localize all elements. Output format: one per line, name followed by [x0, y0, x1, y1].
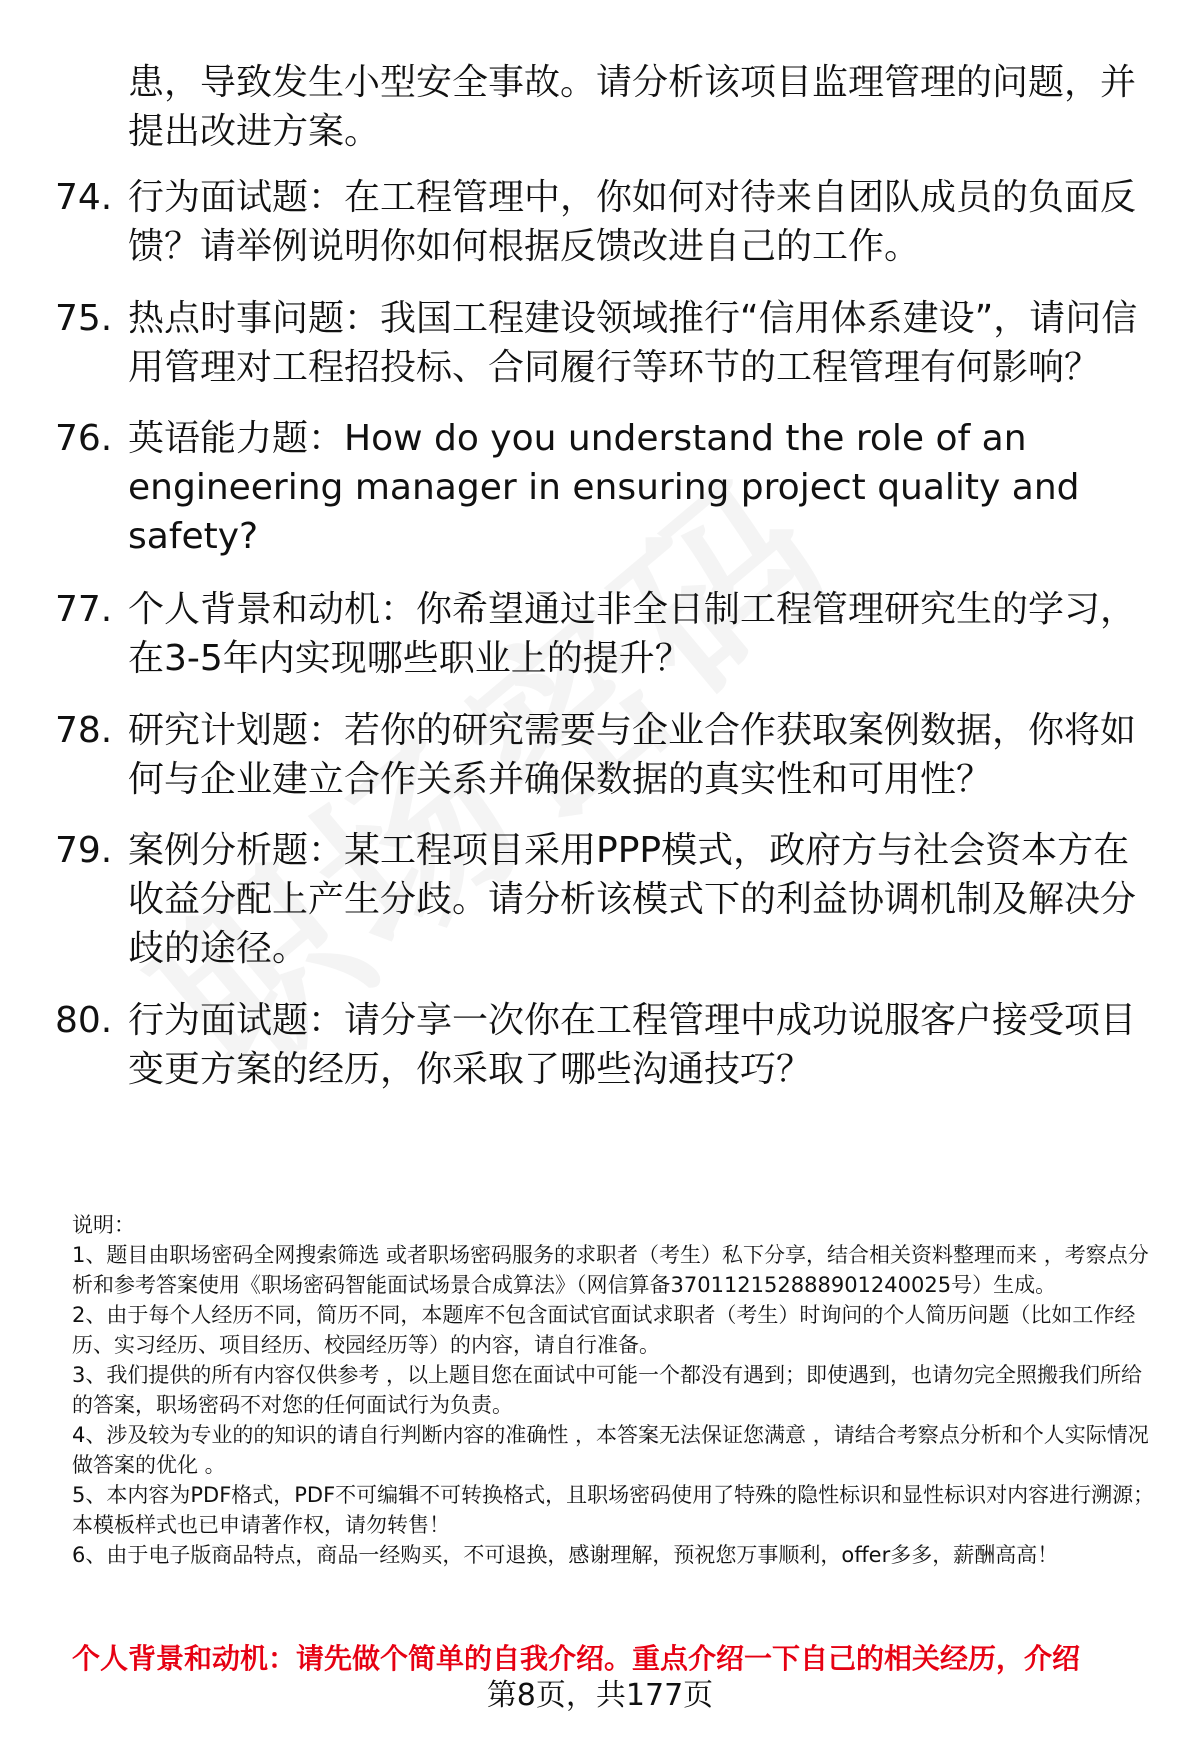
question-text: 案例分析题：某工程项目采用PPP模式，政府方与社会资本方在收益分配上产生分歧。请分析该模式下的利益协调机制及解决分歧的途径。 [128, 830, 1137, 969]
question-text: 行为面试题：请分享一次你在工程管理中成功说服客户接受项目变更方案的经历，你采取了哪些沟通技巧？ [128, 1000, 1137, 1090]
question-number: 78. [55, 710, 113, 751]
question-number: 77. [55, 589, 113, 630]
question-text: 热点时事问题：我国工程建设领域推行“信用体系建设”，请问信用管理对工程招投标、合同履行等环节的工程管理有何影响？ [128, 298, 1138, 388]
question-number: 74. [55, 177, 113, 218]
question-continuation: 患，导致发生小型安全事故。请分析该项目监理管理的问题，并提出改进方案。 [128, 62, 1137, 152]
question-number: 75. [55, 298, 113, 339]
question-number: 79. [55, 830, 113, 871]
question-text: 行为面试题：在工程管理中，你如何对待来自团队成员的负面反馈？请举例说明你如何根据反馈改进自己的工作。 [128, 177, 1137, 267]
question-text: 英语能力题：How do you understand the role of an engineering manager in ensuring project quality and safety? [128, 418, 1080, 557]
note-item: 6、由于电子版商品特点，商品一经购买，不可退换，感谢理解，预祝您万事顺利，offer多多，薪酬高高！ [72, 1543, 1059, 1567]
notes-heading: 说明： [72, 1213, 135, 1237]
note-item: 5、本内容为PDF格式，PDF不可编辑不可转换格式，且职场密码使用了特殊的隐性标识和显性标识对内容进行溯源；本模板样式也已申请著作权，请勿转售！ [72, 1483, 1155, 1537]
note-item: 4、涉及较为专业的的知识的请自行判断内容的准确性 ，本答案无法保证您满意 ，请结合考察点分析和个人实际情况做答案的优化 。 [72, 1423, 1149, 1477]
page-number: 第8页，共177页 [486, 1678, 714, 1713]
question-number: 76. [55, 418, 113, 459]
note-item: 3、我们提供的所有内容仅供参考 ，以上题目您在面试中可能一个都没有遇到；即使遇到，也请勿完全照搬我们所给的答案，职场密码不对您的任何面试行为负责。 [72, 1363, 1143, 1417]
question-text: 个人背景和动机：你希望通过非全日制工程管理研究生的学习，在3-5年内实现哪些职业上的提升？ [128, 589, 1137, 679]
question-text: 研究计划题：若你的研究需要与企业合作获取案例数据，你将如何与企业建立合作关系并确保数据的真实性和可用性？ [128, 710, 1137, 800]
highlight-question: 个人背景和动机：请先做个简单的自我介绍。重点介绍一下自己的相关经历，介绍 [72, 1642, 1081, 1675]
note-item: 2、由于每个人经历不同，简历不同，本题库不包含面试官面试求职者（考生）时询问的个人简历问题（比如工作经历、实习经历、项目经历、校园经历等）的内容，请自行准备。 [72, 1303, 1136, 1357]
note-item: 1、题目由职场密码全网搜索筛选 或者职场密码服务的求职者（考生）私下分享，结合相关资料整理而来 ，考察点分析和参考答案使用《职场密码智能面试场景合成算法》（网信算备370112152888901240025号）生成。 [72, 1243, 1149, 1297]
notes-section [72, 1210, 1162, 1570]
question-number: 80. [55, 1000, 113, 1041]
